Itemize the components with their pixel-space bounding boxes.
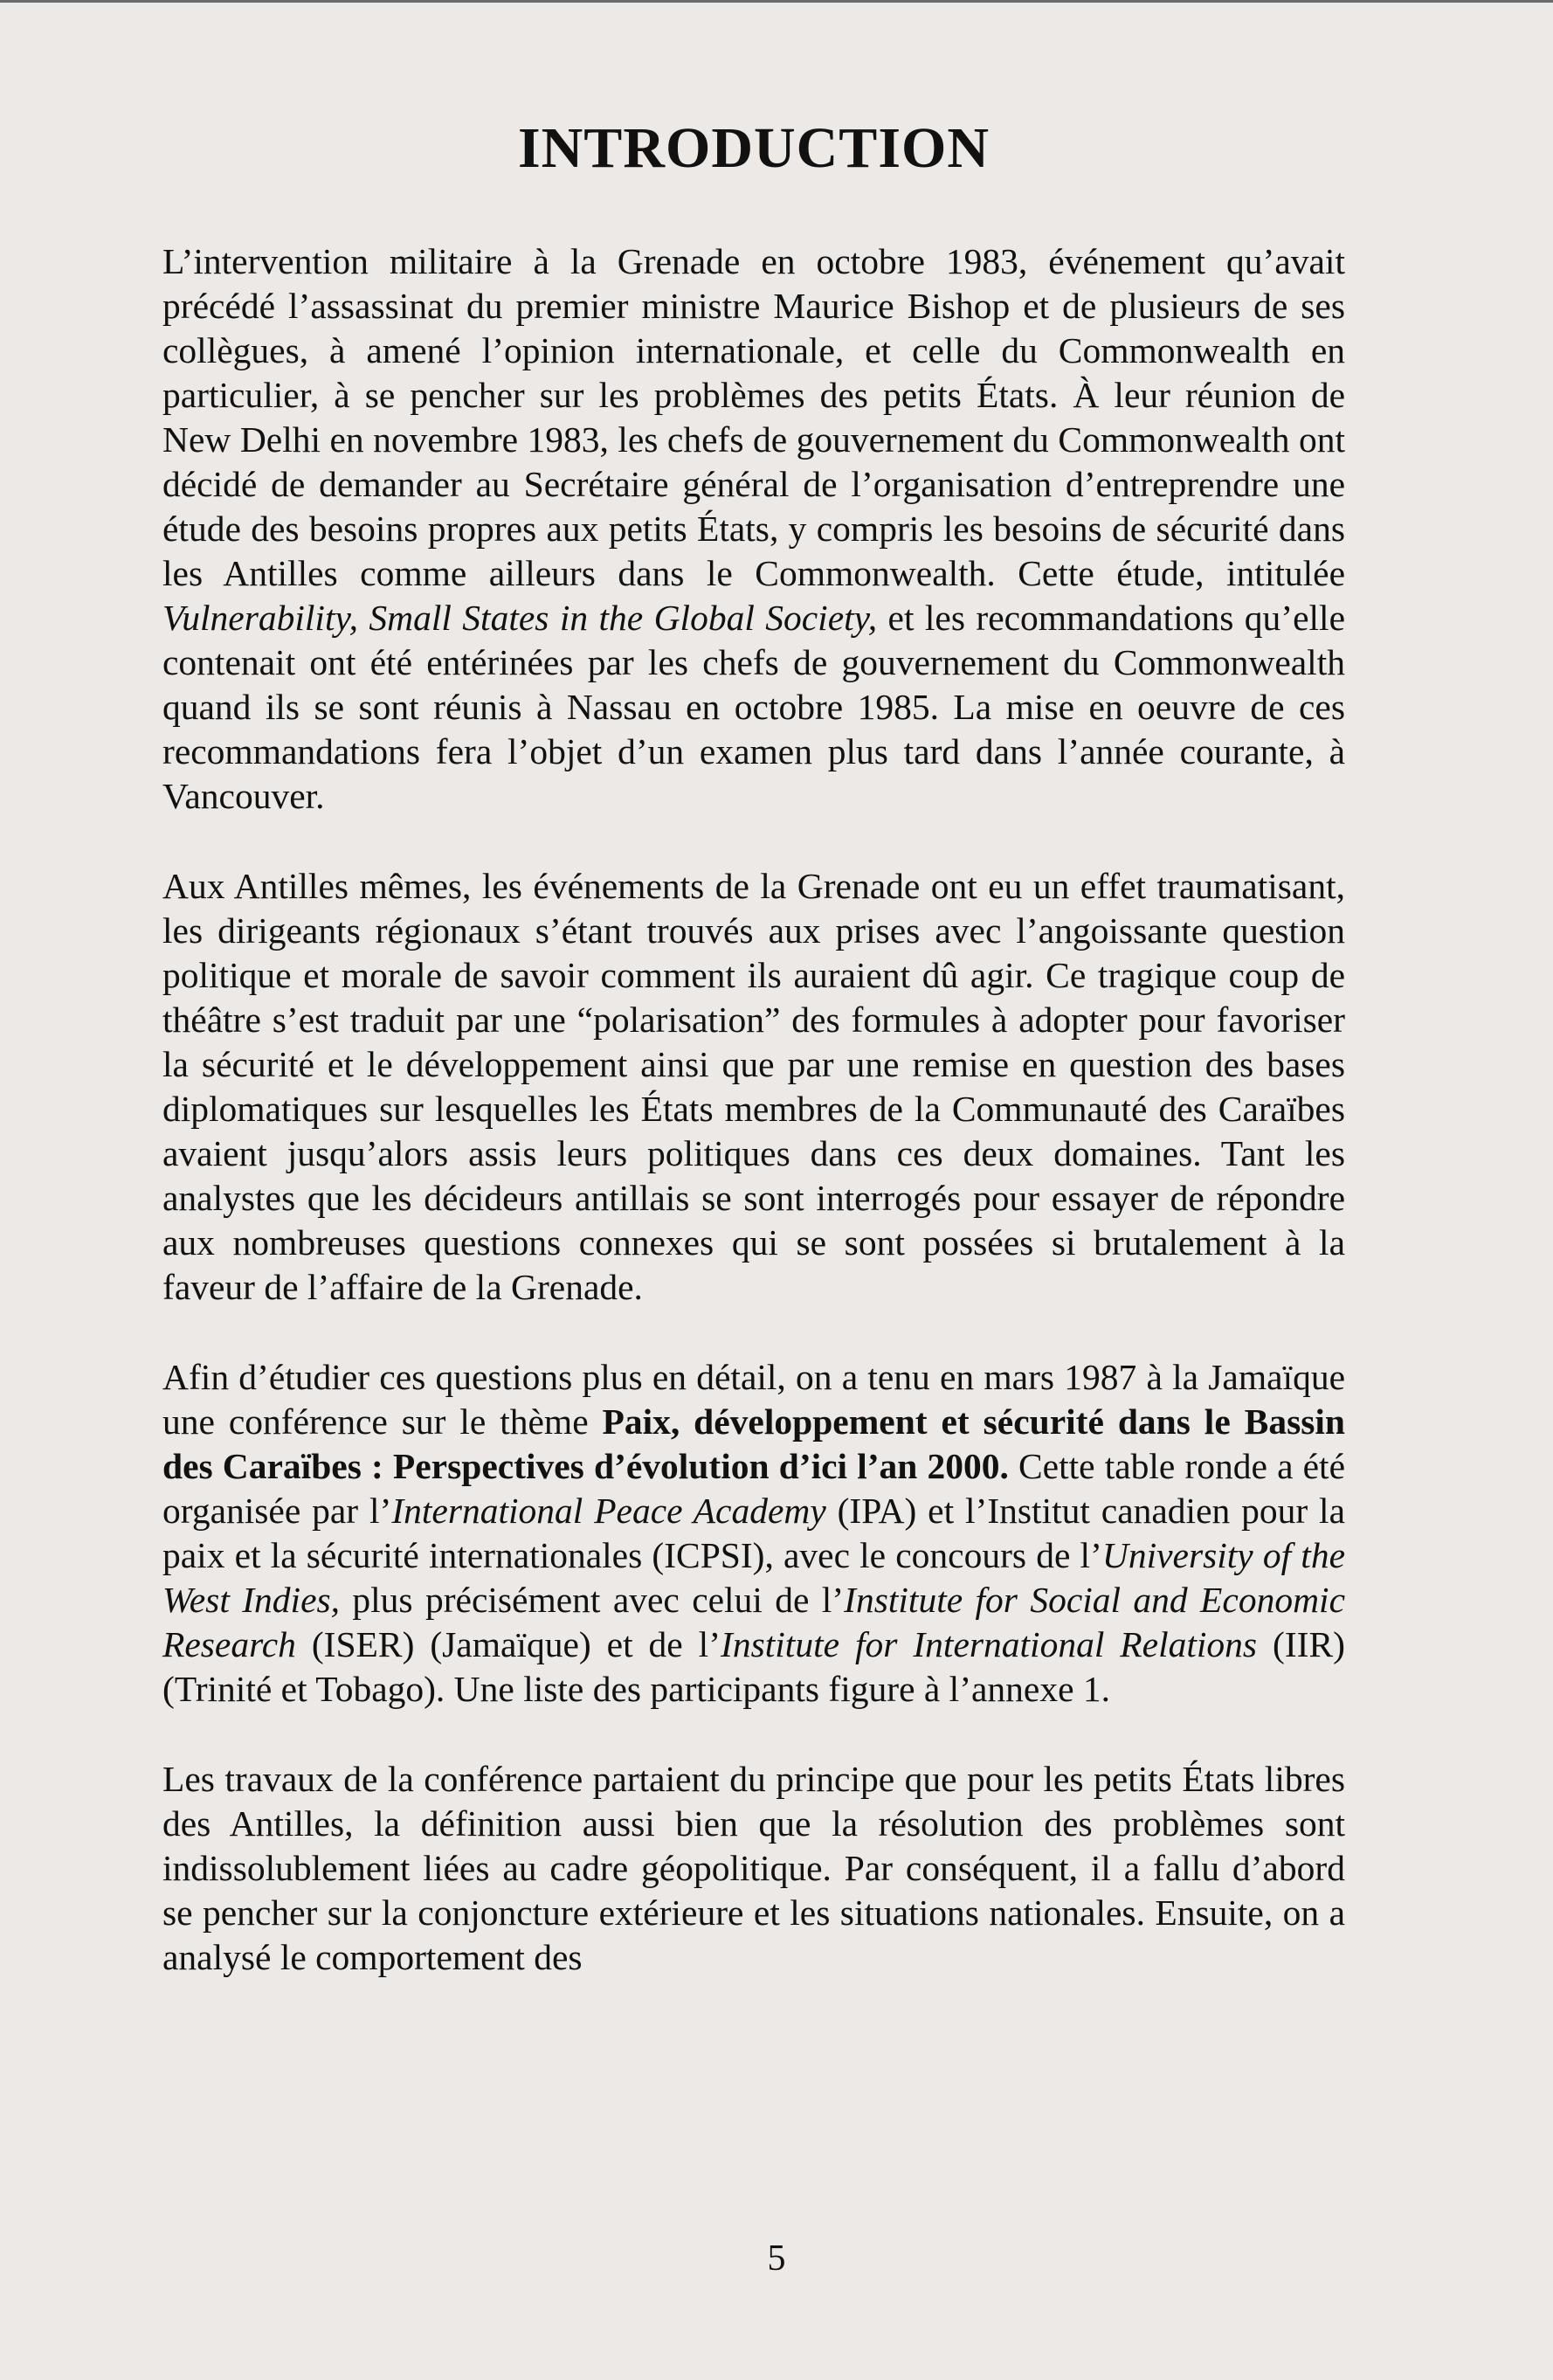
paragraph-1-italic-title: Vulnerability, Small States in the Global Society, xyxy=(162,598,878,638)
paragraph-3-text-f: (IIR) (Trinité et Tobago). Une liste des participants figure à l’annexe 1. xyxy=(162,1624,1345,1709)
paragraph-3-italic-uwi: University of the West Indies, xyxy=(162,1535,1345,1620)
document-page xyxy=(162,105,1345,1980)
page-number: 5 xyxy=(767,2238,786,2279)
paragraph-3-italic-iser: Institute for Social and Economic Research xyxy=(162,1580,1345,1664)
paragraph-3-text-e: (ISER) (Jamaïque) et de l’ xyxy=(295,1624,721,1664)
paragraph-3-bold-conference-title: Paix, développement et sécurité dans le Bassin des Caraïbes : Perspectives d’évolution d’ici l’an 2000. xyxy=(162,1401,1345,1486)
paragraph-1-text-b: et les recommandations qu’elle contenait ont été entérinées par les chefs de gouvernement du Commonwealth quand ils se sont réunis à Nassau en octobre 1985. La mise en oeuvre de ces recommandations fera l’objet d’un examen plus tard dans l’année courante, à Vancouver. xyxy=(162,598,1345,816)
paragraph-1-text-a: L’intervention militaire à la Grenade en octobre 1983, événement qu’avait précédé l’assassinat du premier ministre Maurice Bishop et de plusieurs de ses collègues, à amené l’opinion internationale, et celle du Commonwealth en particulier, à se pencher sur les problèmes des petits États. À leur réunion de New Delhi en novembre 1983, les chefs de gouvernement du Commonwealth ont décidé de demander au Secrétaire général de l’organisation d’entreprendre une étude des besoins propres aux petits États, y compris les besoins de sécurité dans les Antilles comme ailleurs dans le Commonwealth. Cette étude, intitulée xyxy=(162,241,1345,593)
page-heading: INTRODUCTION xyxy=(517,116,990,180)
paragraph-3-italic-ipa: International Peace Academy xyxy=(391,1491,826,1531)
paragraph-4: Les travaux de la conférence partaient du principe que pour les petits États libres des Antilles, la définition aussi bien que la résolution des problèmes sont indissolublement liées au cadre géopolitique. Par conséquent, il a fallu d’abord se pencher sur la conjoncture extérieure et les situations nationales. Ensuite, on a analysé le comportement des xyxy=(162,1759,1345,1977)
paragraph-3-text-d: plus précisément avec celui de l’ xyxy=(340,1580,845,1620)
paragraph-3-text-a: Afin d’étudier ces questions plus en détail, on a tenu en mars 1987 à la Jamaïque une conférence sur le thème xyxy=(162,1357,1345,1442)
paragraph-3-text-b: Cette table ronde a été organisée par l’ xyxy=(162,1446,1345,1531)
page-top-edge-line xyxy=(0,0,1553,3)
paragraph-3-text-c: (IPA) et l’Institut canadien pour la paix et la sécurité internationales (ICPSI), avec le concours de l’ xyxy=(162,1491,1345,1575)
paragraph-1 xyxy=(162,239,1345,819)
paragraph-3 xyxy=(162,1355,1345,1712)
paragraph-2: Aux Antilles mêmes, les événements de la Grenade ont eu un effet traumatisant, les dirigeants régionaux s’étant trouvés aux prises avec l’angoissante question politique et morale de savoir comment ils auraient dû agir. Ce tragique coup de théâtre s’est traduit par une “polarisation” des formules à adopter pour favoriser la sécurité et le développement ainsi que par une remise en question des bases diplomatiques sur lesquelles les États membres de la Communauté des Caraïbes avaient jusqu’alors assis leurs politiques dans ces deux domaines. Tant les analystes que les décideurs antillais se sont interrogés pour essayer de répondre aux nombreuses questions connexes qui se sont possées si brutalement à la faveur de l’affaire de la Grenade. xyxy=(162,866,1345,1307)
paragraph-3-italic-iir: Institute for International Relations xyxy=(721,1624,1258,1664)
